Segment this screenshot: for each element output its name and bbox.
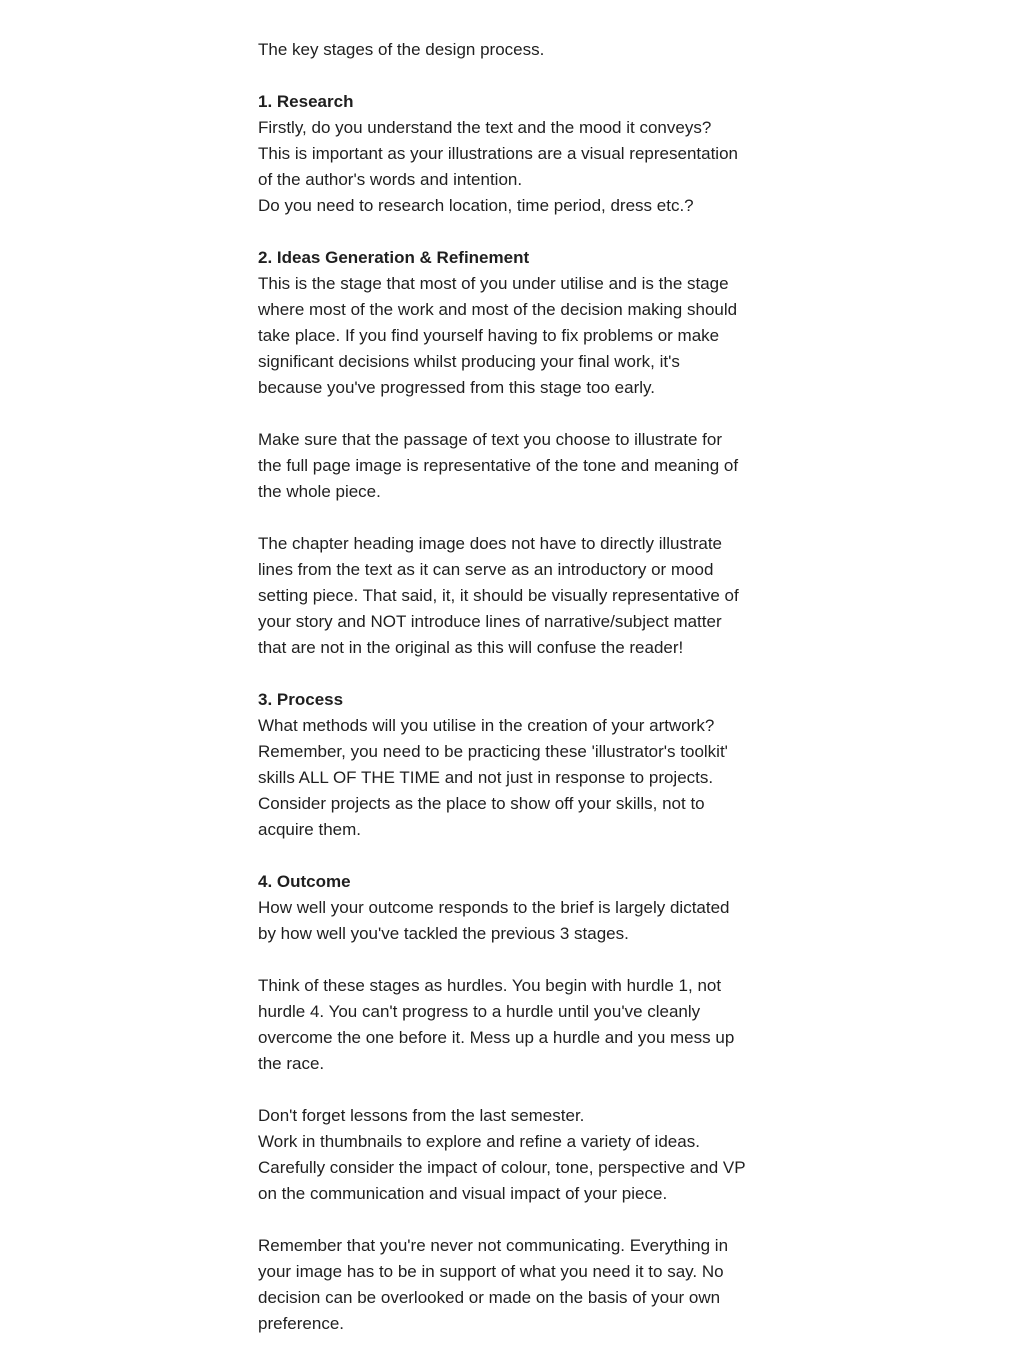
body-line: Firstly, do you understand the text and the mood it conveys? xyxy=(258,118,712,137)
body-line: Make sure that the passage of text you choose to illustrate for xyxy=(258,430,722,449)
body-line: significant decisions whilst producing your final work, it's xyxy=(258,352,680,371)
section-heading-outcome: 4. Outcome xyxy=(258,872,351,891)
spacer xyxy=(258,1077,773,1103)
spacer xyxy=(258,401,773,427)
body-line: your story and NOT introduce lines of narrative/subject matter xyxy=(258,612,722,631)
spacer xyxy=(258,219,773,245)
body-line: Do you need to research location, time period, dress etc.? xyxy=(258,196,694,215)
body-line: preference. xyxy=(258,1314,344,1333)
spacer xyxy=(258,63,773,89)
body-line: Work in thumbnails to explore and refine a variety of ideas. xyxy=(258,1132,700,1151)
body-line: of the author's words and intention. xyxy=(258,170,523,189)
body-line: Consider projects as the place to show off your skills, not to xyxy=(258,794,705,813)
body-line: on the communication and visual impact of your piece. xyxy=(258,1184,668,1203)
document-body xyxy=(258,37,773,1337)
body-line: the whole piece. xyxy=(258,482,381,501)
body-line: the race. xyxy=(258,1054,325,1073)
body-line: This is important as your illustrations are a visual representation xyxy=(258,144,738,163)
body-line: decision can be overlooked or made on the basis of your own xyxy=(258,1288,721,1307)
body-line: Remember, you need to be practicing these 'illustrator's toolkit' xyxy=(258,742,728,761)
body-line: that are not in the original as this will confuse the reader! xyxy=(258,638,684,657)
body-line: lines from the text as it can serve as an introductory or mood xyxy=(258,560,714,579)
body-line: What methods will you utilise in the creation of your artwork? xyxy=(258,716,715,735)
body-line: setting piece. That said, it, it should be visually representative of xyxy=(258,586,739,605)
body-line: take place. If you find yourself having to fix problems or make xyxy=(258,326,720,345)
body-line: skills ALL OF THE TIME and not just in response to projects. xyxy=(258,768,714,787)
section-heading-ideas: 2. Ideas Generation & Refinement xyxy=(258,248,530,267)
intro-text: The key stages of the design process. xyxy=(258,40,545,59)
body-line: The chapter heading image does not have to directly illustrate xyxy=(258,534,722,553)
body-line: the full page image is representative of the tone and meaning of xyxy=(258,456,739,475)
body-line: This is the stage that most of you under utilise and is the stage xyxy=(258,274,729,293)
spacer xyxy=(258,505,773,531)
spacer xyxy=(258,843,773,869)
body-line: hurdle 4. You can't progress to a hurdle until you've cleanly xyxy=(258,1002,701,1021)
body-line: your image has to be in support of what you need it to say. No xyxy=(258,1262,724,1281)
body-line: by how well you've tackled the previous 3 stages. xyxy=(258,924,629,943)
body-line: Remember that you're never not communicating. Everything in xyxy=(258,1236,729,1255)
body-line: Think of these stages as hurdles. You begin with hurdle 1, not xyxy=(258,976,722,995)
section-heading-process: 3. Process xyxy=(258,690,344,709)
body-line: Carefully consider the impact of colour, tone, perspective and VP xyxy=(258,1158,746,1177)
body-line: because you've progressed from this stage too early. xyxy=(258,378,655,397)
body-line: Don't forget lessons from the last semester. xyxy=(258,1106,585,1125)
body-line: acquire them. xyxy=(258,820,361,839)
body-line: How well your outcome responds to the brief is largely dictated xyxy=(258,898,730,917)
section-heading-research: 1. Research xyxy=(258,92,354,111)
body-line: where most of the work and most of the decision making should xyxy=(258,300,738,319)
spacer xyxy=(258,947,773,973)
body-line: overcome the one before it. Mess up a hurdle and you mess up xyxy=(258,1028,735,1047)
spacer xyxy=(258,1207,773,1233)
spacer xyxy=(258,661,773,687)
